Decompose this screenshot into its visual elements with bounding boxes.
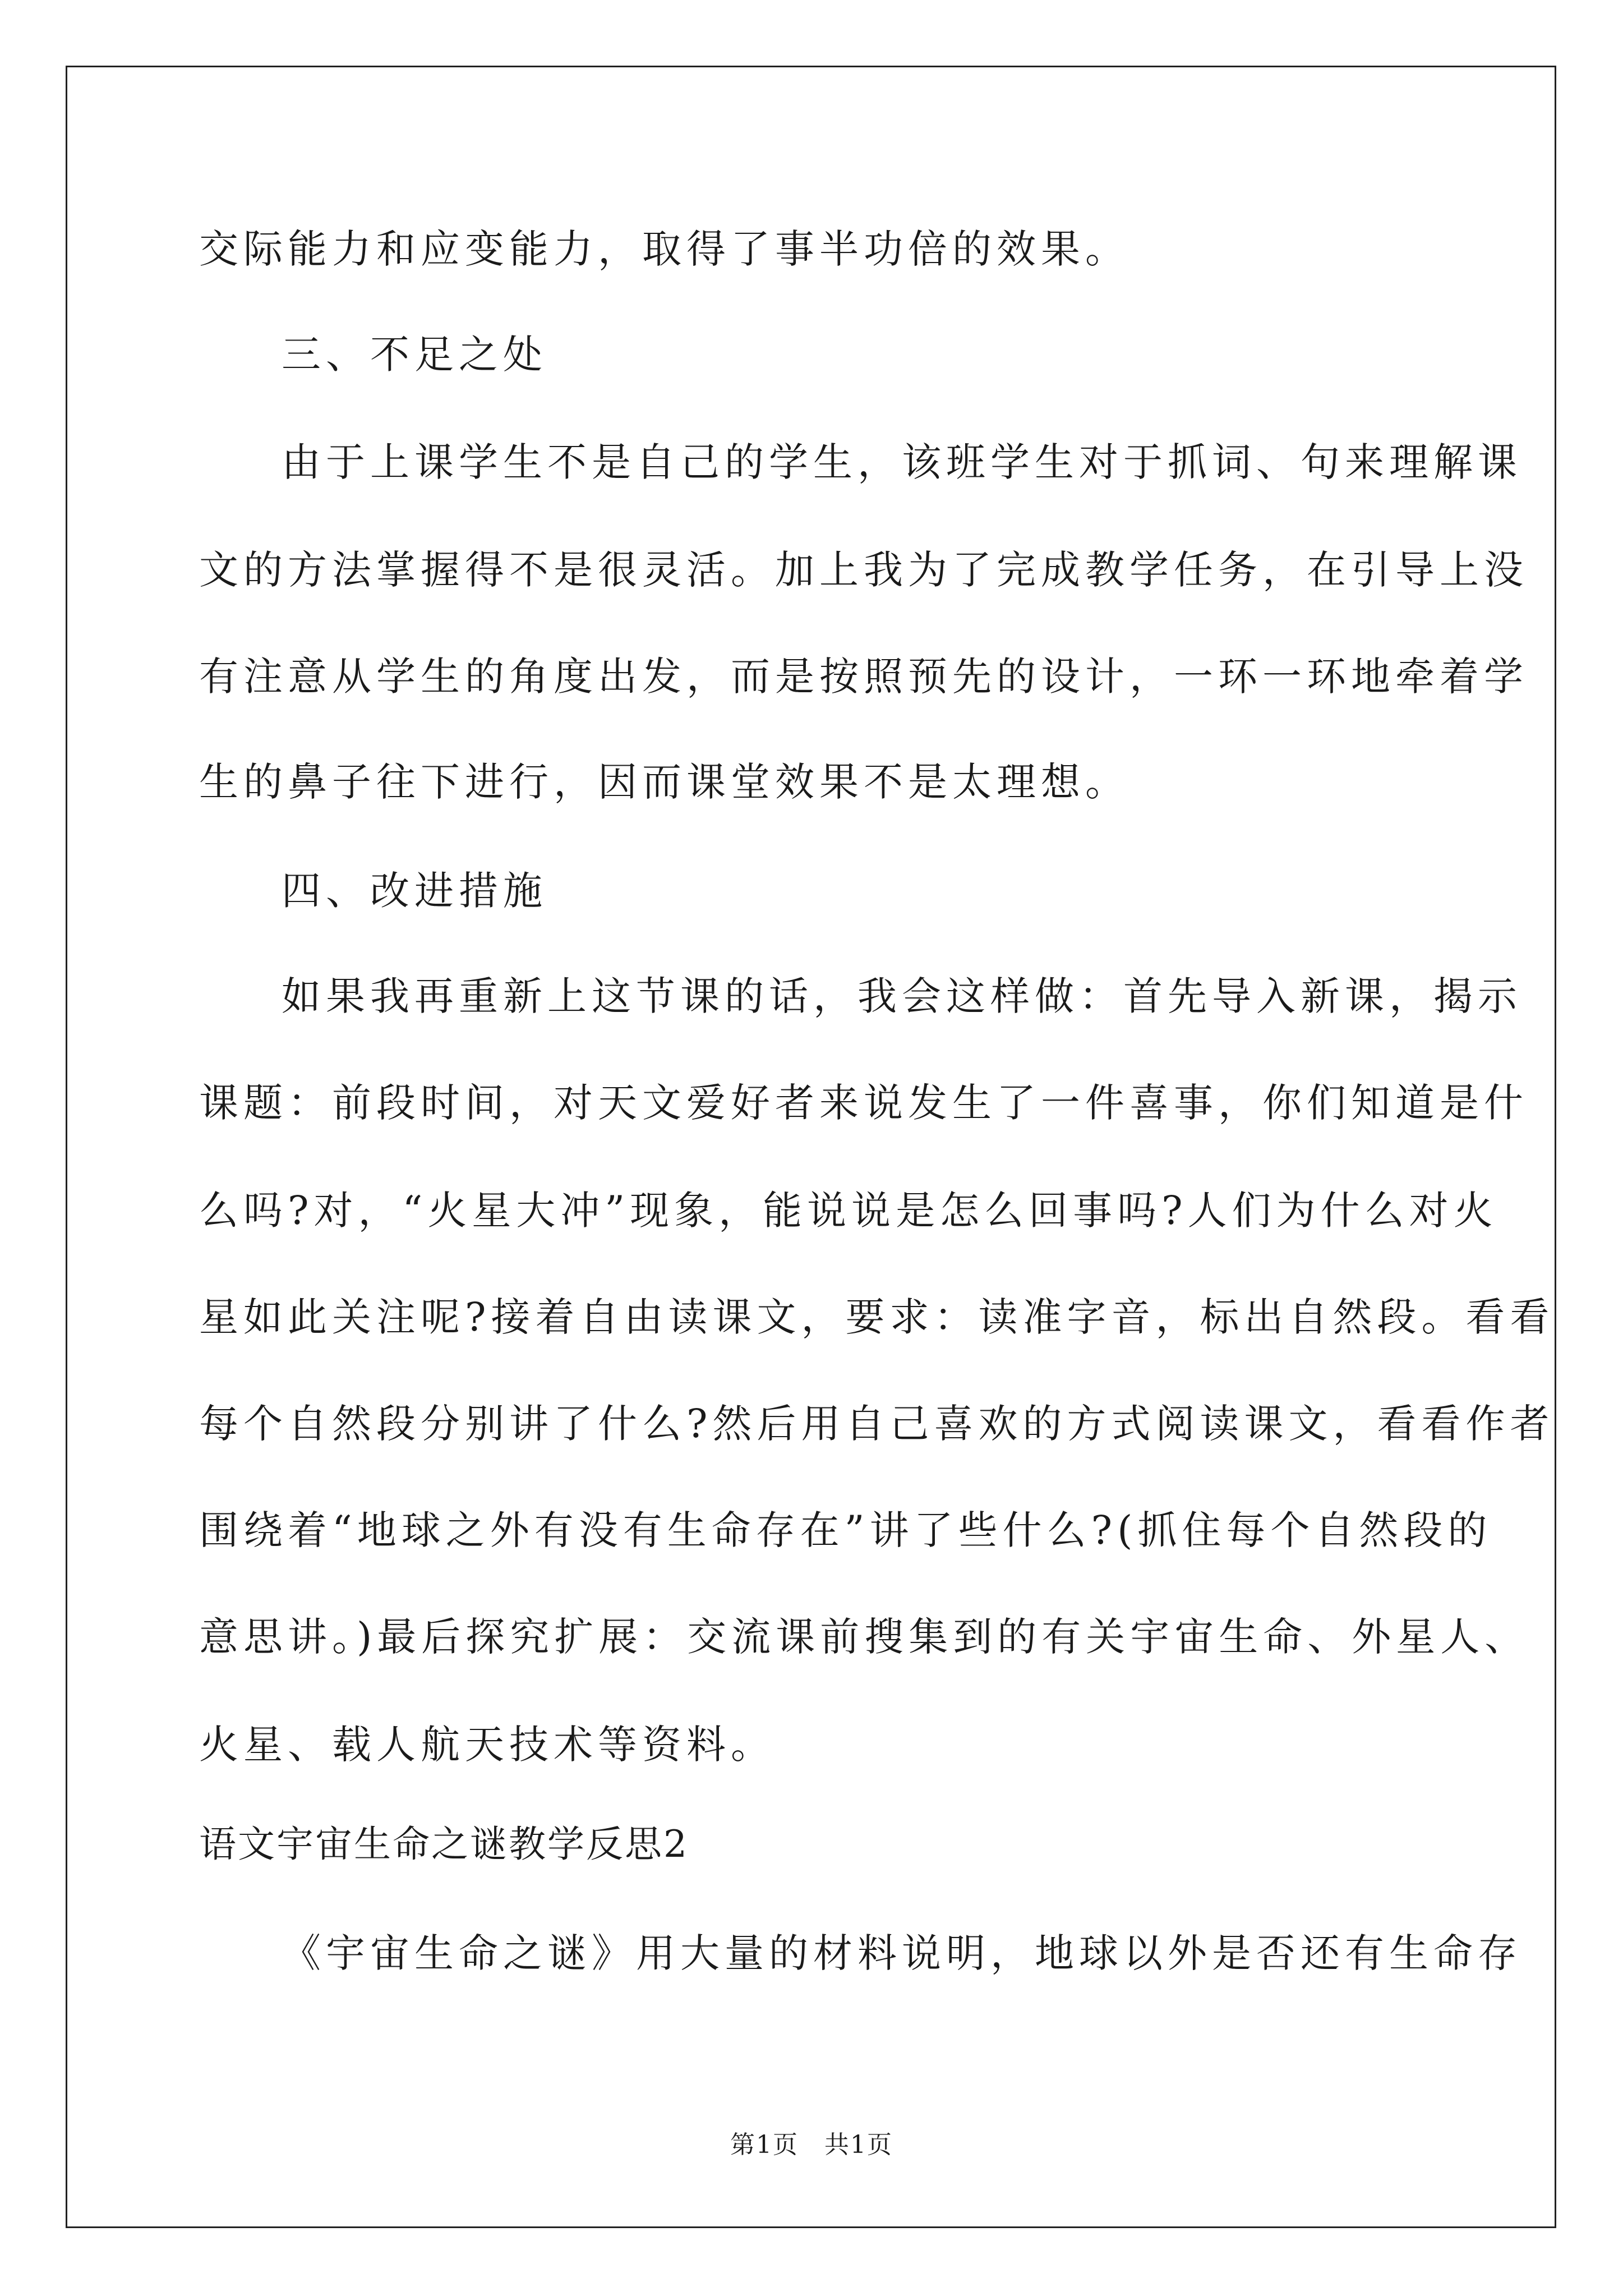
article-title: 语文宇宙生命之谜教学反思2 [199, 1823, 689, 1866]
page-footer: 第1页 共1页 [730, 2131, 893, 2159]
text-line: 交际能力和应变能力，取得了事半功倍的效果。 [199, 226, 1129, 272]
text-line: 每个自然段分别讲了什么?然后用自己喜欢的方式阅读课文，看看作者 [199, 1401, 1555, 1447]
section-heading: 三、不足之处 [282, 332, 547, 378]
section-heading: 四、改进措施 [282, 868, 547, 914]
text-line: 意思讲。)最后探究扩展：交流课前搜集到的有关宇宙生命、外星人、 [199, 1614, 1529, 1660]
text-line: 有注意从学生的角度出发，而是按照预先的设计，一环一环地牵着学 [199, 654, 1528, 700]
text-line: 如果我再重新上这节课的话，我会这样做：首先导入新课，揭示 [282, 973, 1522, 1019]
text-line: 生的鼻子往下进行，因而课堂效果不是太理想。 [199, 759, 1129, 805]
text-line: 《宇宙生命之谜》用大量的材料说明，地球以外是否还有生命存 [282, 1930, 1522, 1976]
text-line: 课题：前段时间，对天文爱好者来说发生了一件喜事，你们知道是什 [199, 1080, 1528, 1126]
page-border [66, 66, 1556, 2228]
text-line: 由于上课学生不是自己的学生，该班学生对于抓词、句来理解课 [282, 439, 1522, 485]
text-line: 围绕着“地球之外有没有生命存在”讲了些什么?(抓住每个自然段的 [199, 1507, 1492, 1553]
text-line: 火星、载人航天技术等资料。 [199, 1722, 775, 1768]
text-line: 文的方法掌握得不是很灵活。加上我为了完成教学任务，在引导上没 [199, 547, 1528, 593]
text-line: 么吗?对，“火星大冲”现象，能说说是怎么回事吗?人们为什么对火 [199, 1188, 1498, 1234]
text-line: 星如此关注呢?接着自由读课文，要求：读准字音，标出自然段。看看 [199, 1294, 1555, 1340]
